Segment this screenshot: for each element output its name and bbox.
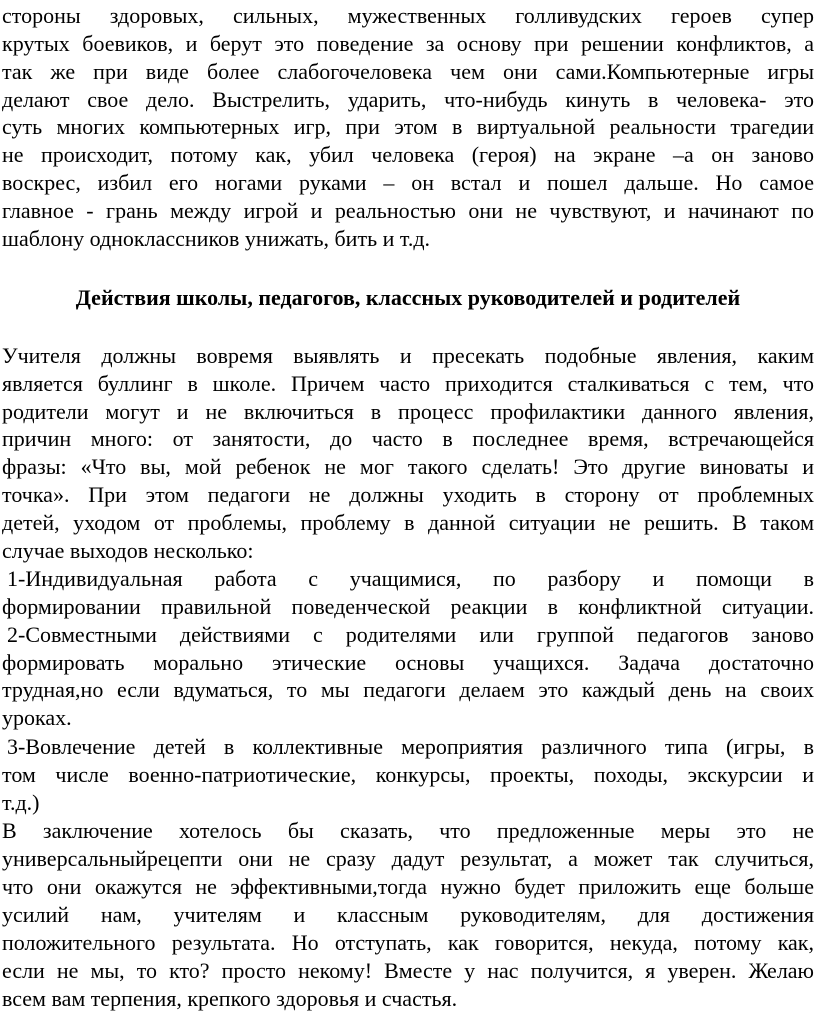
text-line: 2-Совместными действиями с родителями или группой педагогов заново	[7, 622, 814, 647]
text-line: положительного результата. Но отступать, как говорится, некуда, потому как,	[2, 930, 814, 955]
text-line: трудная,но если вдуматься, то мы педагоги делаем это каждый день на своих	[2, 677, 814, 702]
text-line: случае выходов несколько:	[2, 538, 254, 563]
section-heading: Действия школы, педагогов, классных руководителей и родителей	[75, 285, 741, 310]
text-line: суть многих компьютерных игр, при этом в виртуальной реальности трагедии	[2, 114, 814, 139]
text-line: так же при виде более слабогочеловека чем они сами.Компьютерные игры	[2, 59, 814, 84]
text-line: воскрес, избил его ногами руками – он встал и пошел дальше. Но самое	[2, 170, 814, 195]
text-line: 3-Вовлечение детей в коллективные мероприятия различного типа (игры, в	[7, 734, 814, 759]
text-line: шаблону одноклассников унижать, бить и т.д.	[2, 226, 431, 251]
text-line: является буллинг в школе. Причем часто приходится сталкиваться с тем, что	[2, 371, 814, 396]
text-line: 1-Индивидуальная работа с учащимися, по разбору и помощи в	[7, 566, 814, 591]
text-line: фразы: «Что вы, мой ребенок не мог такого сделать! Это другие виноваты и	[2, 454, 814, 479]
text-line: родители могут и не включиться в процесс профилактики данного явления,	[2, 399, 814, 424]
text-line: что они окажутся не эффективными,тогда нужно будет приложить еще больше	[2, 874, 814, 899]
text-line: делают свое дело. Выстрелить, ударить, что-нибудь кинуть в человека- это	[2, 87, 814, 112]
text-line: том числе военно-патриотические, конкурсы, проекты, походы, экскурсии и	[2, 762, 814, 787]
text-line: уроках.	[2, 705, 72, 730]
text-line: не происходит, потому как, убил человека (героя) на экране –а он заново	[2, 142, 814, 167]
text-line: точка». При этом педагоги не должны уходить в сторону от проблемных	[2, 482, 814, 507]
text-line: формировании правильной поведенческой реакции в конфликтной ситуации.	[2, 594, 814, 619]
text-line: усилий нам, учителям и классным руководителям, для достижения	[2, 902, 814, 927]
text-line: если не мы, то кто? просто некому! Вместе у нас получится, я уверен. Желаю	[2, 958, 814, 983]
text-line: всем вам терпения, крепкого здоровья и счастья.	[2, 986, 458, 1011]
text-line: Учителя должны вовремя выявлять и пресекать подобные явления, каким	[2, 343, 814, 368]
text-line: универсальныйрецепти они не сразу дадут результат, а может так случиться,	[2, 846, 814, 871]
text-line: т.д.)	[2, 790, 40, 815]
text-line: стороны здоровых, сильных, мужественных голливудских героев супер	[2, 3, 814, 28]
text-line: детей, уходом от проблемы, проблему в данной ситуации не решить. В таком	[2, 510, 814, 535]
text-line: В заключение хотелось бы сказать, что предложенные меры это не	[2, 818, 814, 843]
text-line: причин много: от занятости, до часто в последнее время, встречающейся	[2, 426, 814, 451]
text-line: формировать морально этические основы учащихся. Задача достаточно	[2, 650, 814, 675]
text-line: главное - грань между игрой и реальностью они не чувствуют, и начинают по	[2, 198, 814, 223]
text-line: крутых боевиков, и берут это поведение за основу при решении конфликтов, а	[2, 31, 814, 56]
